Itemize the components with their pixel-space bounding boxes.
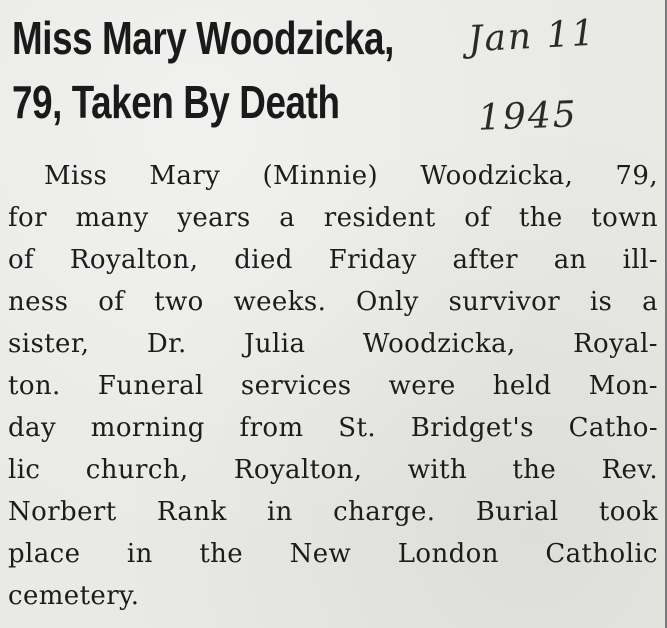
article-line: of Royalton, died Friday after an ill-: [8, 245, 658, 275]
article-body: [8, 155, 658, 617]
article-line: for many years a resident of the town: [8, 203, 658, 233]
handwritten-year: 1945: [477, 94, 579, 139]
article-line: place in the New London Catholic: [8, 539, 658, 569]
headline-line-2: 79, Taken By Death: [12, 76, 340, 128]
article-line: ness of two weeks. Only survivor is a: [8, 287, 658, 317]
article-line: sister, Dr. Julia Woodzicka, Royal-: [8, 329, 658, 359]
article-line: day morning from St. Bridget's Catho-: [8, 413, 658, 443]
headline-line-1: Miss Mary Woodzicka,: [12, 12, 394, 64]
article-line: Miss Mary (Minnie) Woodzicka, 79,: [44, 161, 658, 191]
article-line: ton. Funeral services were held Mon-: [8, 371, 658, 401]
article-line: cemetery.: [8, 581, 140, 611]
article-line: lic church, Royalton, with the Rev.: [8, 455, 658, 485]
headline: [12, 6, 394, 134]
handwritten-date: Jan 11: [467, 12, 598, 61]
article-line: Norbert Rank in charge. Burial took: [8, 497, 658, 527]
